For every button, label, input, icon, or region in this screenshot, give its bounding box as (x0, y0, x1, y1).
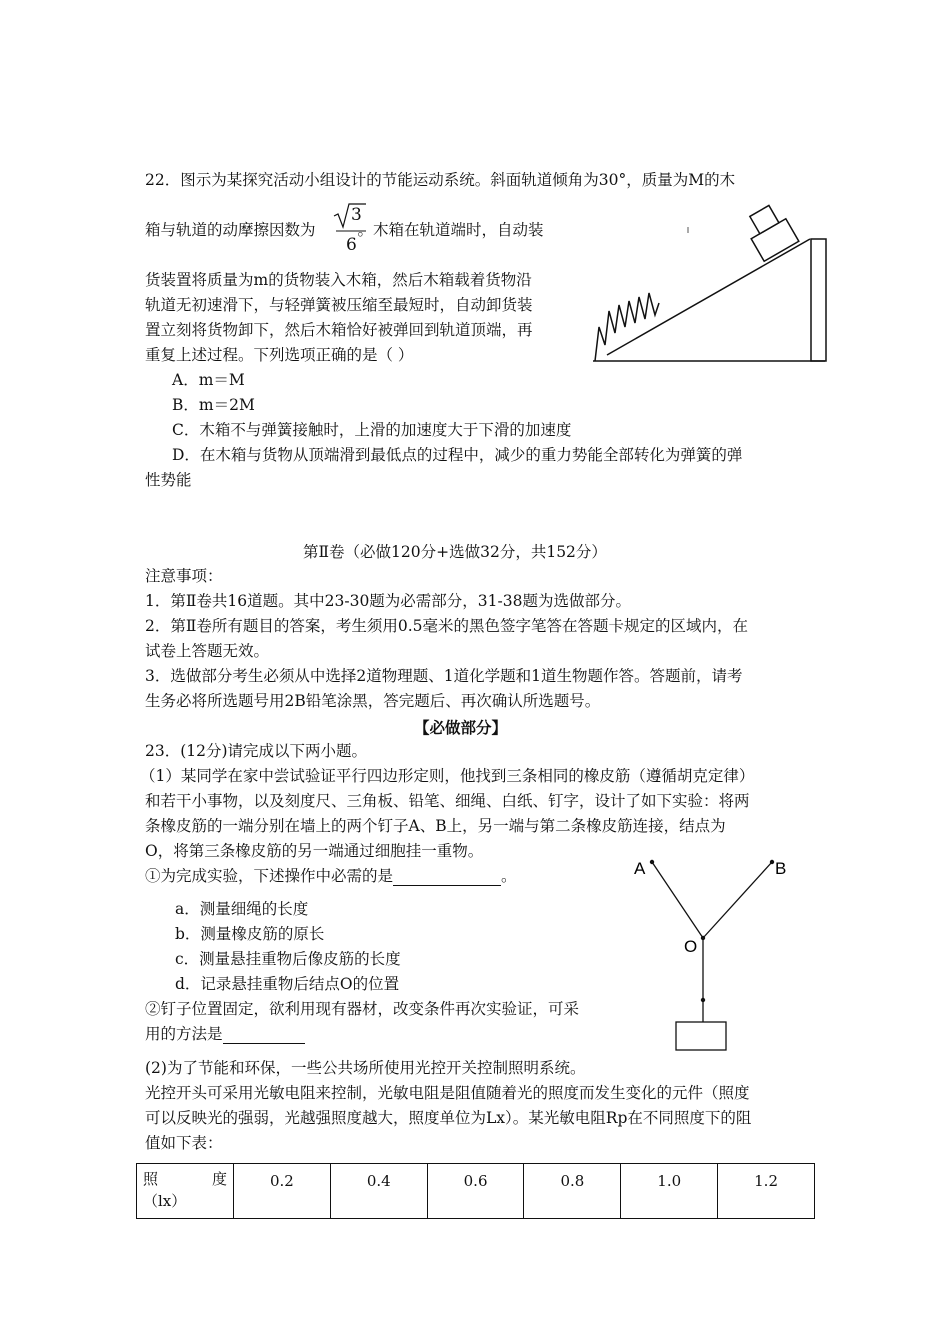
illuminance-table (136, 1163, 815, 1219)
nail-a (650, 860, 654, 864)
incline-line (607, 239, 810, 355)
label-a: A (634, 859, 646, 878)
q23-question1-text: ①为完成实验，下述操作中必需的是 (145, 867, 394, 885)
q22-line2-post: 。木箱在轨道端时，自动装 (357, 221, 544, 239)
q23-option-b: b．测量橡皮筋的原长 (175, 925, 325, 943)
q22-option-c: C．木箱不与弹簧接触时，上滑的加速度大于下滑的加速度 (172, 421, 572, 439)
band-oa (652, 862, 703, 938)
q23-option-c: c．测量悬挂重物后像皮筋的长度 (175, 950, 401, 968)
q23-head: 23．(12分)请完成以下两小题。 (145, 742, 368, 760)
table-header-cell (137, 1164, 234, 1219)
notice-1: 1．第Ⅱ卷共16道题。其中23-30题为必需部分，31-38题为选做部分。 (145, 592, 631, 610)
table-cell: 0.6 (427, 1164, 524, 1219)
nail-b (770, 860, 774, 864)
q22-option-b: B．m＝2M (172, 396, 255, 414)
q22-line1: 22．图示为某探究活动小组设计的节能运动系统。斜面轨道倾角为30°，质量为M的木 (145, 171, 736, 189)
q23-p1a: （1）某同学在家中尝试验证平行四边形定则，他找到三条相同的橡皮筋（遵循胡克定律） (140, 767, 755, 785)
notice-2a: 2．第Ⅱ卷所有题目的答案，考生须用0.5毫米的黑色签字笔答在答题卡规定的区域内，在 (145, 617, 749, 635)
wall-block (811, 239, 826, 361)
table-cell: 0.4 (330, 1164, 427, 1219)
q22-line4: 轨道无初速滑下，与轻弹簧被压缩至最短时，自动卸货装 (145, 296, 533, 314)
part2-title: 第Ⅱ卷（必做120分+选做32分，共152分） (303, 543, 607, 561)
notice-2b: 试卷上答题无效。 (145, 642, 270, 660)
q22-option-d-line2: 性势能 (145, 471, 192, 489)
table-cell: 1.2 (718, 1164, 815, 1219)
header-part-1: 照 (143, 1170, 159, 1188)
incline-spring-figure (585, 195, 835, 370)
fraction-denominator: 6 (346, 235, 357, 255)
q23-question1 (145, 866, 517, 886)
q22-line5: 置立刻将货物卸下，然后木箱恰好被弹回到轨道顶端，再 (145, 321, 533, 339)
q23-p2d: 值如下表： (145, 1134, 223, 1152)
notice-3b: 生务必将所选题号用2B铅笔涂黑，答完题后、再次确认所选题号。 (145, 692, 601, 710)
q22-option-a: A．m＝M (172, 371, 245, 389)
q23-p2b: 光控开头可采用光敏电阻来控制，光敏电阻是阻值随着光的照度而发生变化的元件（照度 (145, 1084, 750, 1102)
table-row (137, 1164, 815, 1219)
table-cell: 0.2 (234, 1164, 331, 1219)
q22-line2-pre: 箱与轨道的动摩擦因数为 (145, 221, 316, 239)
header-part-2: 度 (211, 1170, 227, 1188)
q23-option-d: d．记录悬挂重物后结点O的位置 (175, 975, 400, 993)
notice-3a: 3．选做部分考生必须从中选择2道物理题、1道化学题和1道生物题作答。答题前，请考 (145, 667, 743, 685)
friction-fraction (330, 200, 370, 260)
label-b: B (775, 859, 787, 878)
rubber-band-figure (625, 850, 805, 1060)
hanging-point (701, 998, 705, 1002)
band-ob (703, 862, 772, 938)
section-required: 【必做部分】 (414, 718, 508, 737)
q23-p2c: 可以反映光的强弱，光越强照度越大，照度单位为Lx）。某光敏电阻Rp在不同照度下的阻 (145, 1109, 752, 1127)
knot-o (701, 936, 705, 940)
q23-p2a: (2)为了节能和环保，一些公共场所使用光控开关控制照明系统。 (145, 1059, 586, 1077)
q23-question1-end: 。 (501, 867, 517, 885)
header-unit: （lx） (143, 1192, 187, 1210)
q23-option-a: a．测量细绳的长度 (175, 900, 309, 918)
q23-question2b-text: 用的方法是 (145, 1025, 223, 1043)
label-o: O (684, 937, 698, 956)
q23-p1c: 条橡皮筋的一端分别在墙上的两个钉子A、B上，另一端与第二条橡皮筋连接，结点为 (145, 817, 726, 835)
q23-p1d: O，将第三条橡皮筋的另一端通过细胞挂一重物。 (145, 842, 484, 860)
q23-question2b (145, 1024, 305, 1044)
answer-blank-2[interactable] (223, 1027, 305, 1044)
q23-question2a: ②钉子位置固定，欲利用现有器材，改变条件再次实验证，可采 (145, 1000, 580, 1018)
q22-line3: 货装置将质量为m的货物装入木箱，然后木箱载着货物沿 (145, 271, 532, 289)
q23-p1b: 和若干小事物，以及刻度尺、三角板、铅笔、细绳、白纸、钉字，设计了如下实验：将两 (145, 792, 750, 810)
answer-blank-1[interactable] (393, 869, 501, 886)
fraction-numerator: 3 (351, 205, 362, 225)
q22-option-d-line1: D．在木箱与货物从顶端滑到最低点的过程中，减少的重力势能全部转化为弹簧的弹 (172, 446, 743, 464)
notice-title: 注意事项： (145, 567, 223, 585)
spring (595, 293, 659, 361)
q22-line6: 重复上述过程。下列选项正确的是（ ） (145, 346, 414, 364)
table-cell: 0.8 (524, 1164, 621, 1219)
crate-with-cargo (741, 201, 799, 261)
table-cell: 1.0 (621, 1164, 718, 1219)
weight-block (676, 1022, 726, 1050)
